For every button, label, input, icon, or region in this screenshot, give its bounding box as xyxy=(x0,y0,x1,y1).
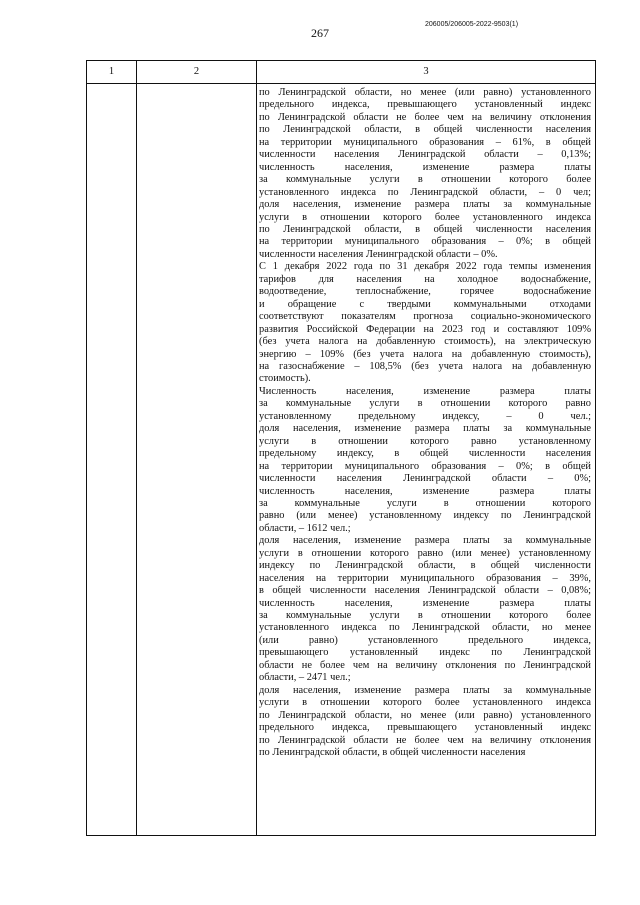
page-number: 267 xyxy=(311,26,329,40)
data-table xyxy=(86,60,596,836)
text-line: на территории муниципального образования – 0%; в общей xyxy=(259,460,591,472)
text-line: Численность населения, изменение размера платы xyxy=(259,385,591,397)
text-line: услуги в отношении которого равно установленному xyxy=(259,435,591,447)
text-line: тарифов для населения на холодное водоснабжение, xyxy=(259,273,591,285)
header-divider xyxy=(87,83,595,84)
text-line: численность населения, изменение размера платы xyxy=(259,485,591,497)
text-line: С 1 декабря 2022 года по 31 декабря 2022 года темпы изменения xyxy=(259,261,591,273)
text-line: на газоснабжение – 108,5% (без учета налога на добавленную xyxy=(259,360,591,372)
text-line: по Ленинградской области, но менее (или равно) установленного xyxy=(259,87,591,98)
text-line: доля населения, изменение размера платы за коммунальные xyxy=(259,199,591,211)
text-line: на территории муниципального образования – 61%, в общей xyxy=(259,136,591,148)
text-line: на территории муниципального образования – 0%; в общей xyxy=(259,236,591,248)
text-line: по Ленинградской области, в общей численности населения xyxy=(259,124,591,136)
text-line: в общей численности населения Ленинградской области – 0,08%; xyxy=(259,585,591,597)
text-line: (без учета налога на добавленную стоимость), на электрическую xyxy=(259,336,591,348)
column-header-3: 3 xyxy=(423,66,429,77)
text-line: за коммунальные услуги в отношении которого равно xyxy=(259,398,591,410)
text-line: доля населения, изменение размера платы за коммунальные xyxy=(259,684,591,696)
column-divider xyxy=(136,61,137,835)
text-line: за коммунальные услуги в отношении которого более xyxy=(259,610,591,622)
text-line: установленному предельному индексу, – 0 чел.; xyxy=(259,410,591,422)
text-line: области, – 1612 чел.; xyxy=(259,522,351,534)
text-line: численность населения, изменение размера платы xyxy=(259,161,591,173)
text-line: развития Российской Федерации на 2023 год и составляют 109% xyxy=(259,323,591,335)
text-line: за коммунальные услуги в отношении которого более xyxy=(259,174,591,186)
text-line: установленного индекса по Ленинградской области, но менее xyxy=(259,622,591,634)
text-line: стоимость). xyxy=(259,373,311,385)
text-line: энергию – 109% (без учета налога на добавленную стоимость), xyxy=(259,348,591,360)
document-code: 206005/206005-2022-9503(1) xyxy=(425,21,519,28)
text-line: доля населения, изменение размера платы за коммунальные xyxy=(259,535,591,547)
text-line: численности населения Ленинградской области – 0,13%; xyxy=(259,149,591,161)
column-header-1: 1 xyxy=(108,66,115,77)
text-line: (или равно) установленного предельного индекса, xyxy=(259,634,591,646)
text-line: превышающего установленный индекс по Ленинградской xyxy=(259,647,591,659)
text-line: предельному индексу, в общей численности населения xyxy=(259,448,591,460)
text-line: области, – 2471 чел.; xyxy=(259,672,351,684)
text-line: равно (или менее) установленному индексу по Ленинградской xyxy=(259,510,591,522)
text-line: предельного индекса, превышающего установленный индекс xyxy=(259,722,591,734)
column-header-2: 2 xyxy=(193,66,200,77)
text-line: и обращение с твердыми коммунальными отходами xyxy=(259,298,591,310)
text-line: по Ленинградской области, но менее (или равно) установленного xyxy=(259,709,591,721)
text-line: доля населения, изменение размера платы за коммунальные xyxy=(259,423,591,435)
text-line: за коммунальные услуги в отношении которого xyxy=(259,497,591,509)
text-line: численности населения Ленинградской области – 0%. xyxy=(259,248,498,260)
text-line: по Ленинградской области не более чем на величину отклонения xyxy=(259,734,591,746)
text-line: услуги в отношении которого более установленного индекса xyxy=(259,211,591,223)
text-line: индексу по Ленинградской области, в общей численности xyxy=(259,560,591,572)
text-line: по Ленинградской области, в общей численности населения xyxy=(259,223,591,235)
column-divider xyxy=(256,61,257,835)
text-line: населения на территории муниципального образования – 39%, xyxy=(259,572,591,584)
text-line: услуги в отношении которого равно (или менее) установленному xyxy=(259,547,591,559)
text-line: установленного индекса по Ленинградской области, – 0 чел; xyxy=(259,186,591,198)
text-line: по Ленинградской области не более чем на величину отклонения xyxy=(259,111,591,123)
text-line: предельного индекса, превышающего установленный индекс xyxy=(259,99,591,111)
text-line: численность населения, изменение размера платы xyxy=(259,597,591,609)
text-line: по Ленинградской области, в общей численности населения xyxy=(259,747,526,759)
text-line: услуги в отношении которого более установленного индекса xyxy=(259,697,591,709)
text-line: численности населения Ленинградской области – 0%; xyxy=(259,473,591,485)
text-line: соответствуют показателям прогноза социально-экономического xyxy=(259,311,591,323)
table-cell-text xyxy=(259,87,591,759)
text-line: области не более чем на величину отклонения по Ленинградской xyxy=(259,659,591,671)
text-line: водоотведение, теплоснабжение, горячее водоснабжение xyxy=(259,286,591,298)
